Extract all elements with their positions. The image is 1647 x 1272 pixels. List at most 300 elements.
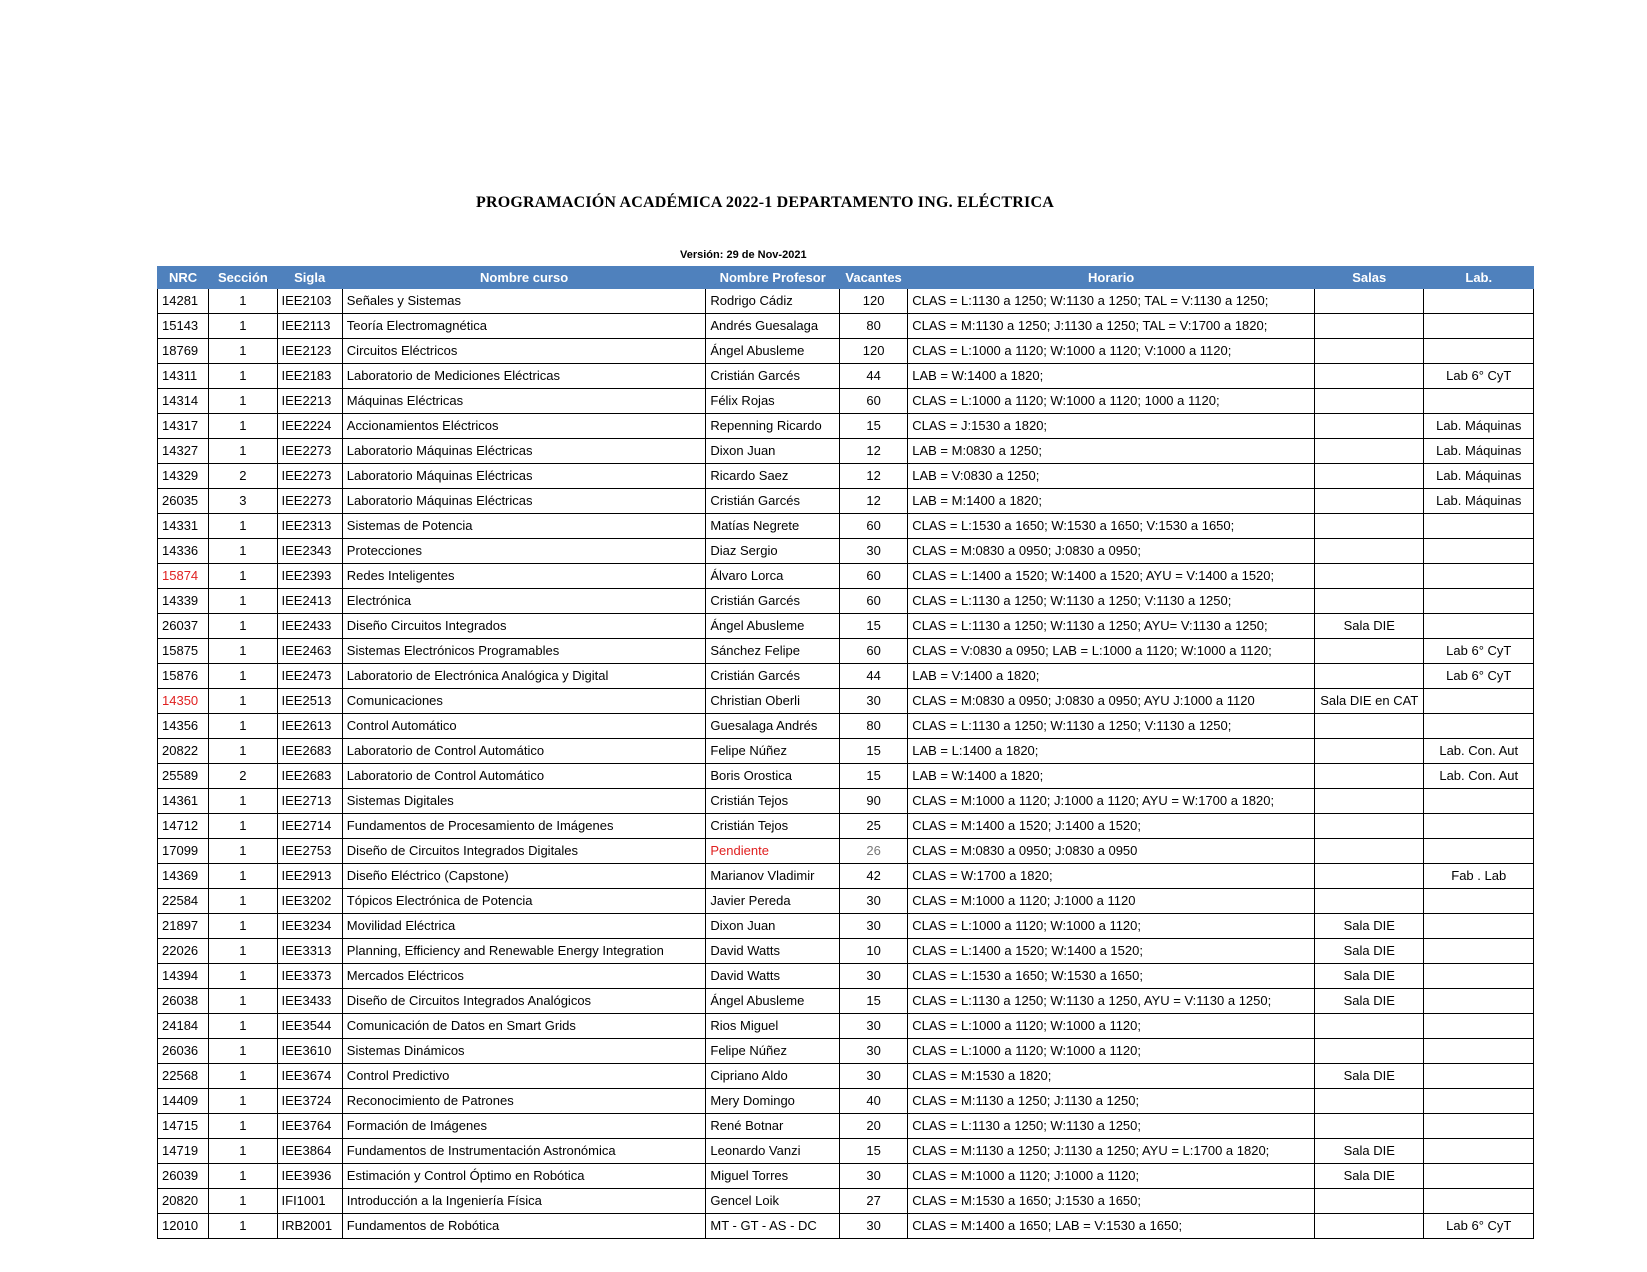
nrc-cell: 20820 <box>158 1189 209 1214</box>
sala-cell: Sala DIE <box>1315 914 1424 939</box>
profesor-cell: Matías Negrete <box>706 514 840 539</box>
vacantes-cell: 12 <box>839 464 907 489</box>
profesor-cell: Felipe Núñez <box>706 1039 840 1064</box>
vacantes-cell: 26 <box>839 839 907 864</box>
curso-cell: Control Predictivo <box>342 1064 706 1089</box>
curso-cell: Laboratorio de Control Automático <box>342 764 706 789</box>
profesor-cell: Ricardo Saez <box>706 464 840 489</box>
nrc-cell: 14719 <box>158 1139 209 1164</box>
table-row <box>158 964 1534 989</box>
sigla-cell: IEE3610 <box>277 1039 342 1064</box>
nrc-cell: 14314 <box>158 389 209 414</box>
lab-cell <box>1424 1014 1534 1039</box>
curso-cell: Mercados Eléctricos <box>342 964 706 989</box>
seccion-cell: 1 <box>209 664 277 689</box>
vacantes-cell: 60 <box>839 564 907 589</box>
table-row <box>158 639 1534 664</box>
horario-cell: LAB = M:0830 a 1250; <box>908 439 1315 464</box>
table-row <box>158 689 1534 714</box>
table-row <box>158 489 1534 514</box>
vacantes-cell: 30 <box>839 964 907 989</box>
nrc-cell: 15143 <box>158 314 209 339</box>
seccion-cell: 1 <box>209 889 277 914</box>
profesor-cell: Javier Pereda <box>706 889 840 914</box>
horario-cell: CLAS = L:1000 a 1120; W:1000 a 1120; <box>908 914 1315 939</box>
seccion-cell: 1 <box>209 1189 277 1214</box>
col-header-salas: Salas <box>1315 267 1424 289</box>
table-row <box>158 464 1534 489</box>
table-row <box>158 1164 1534 1189</box>
nrc-cell: 18769 <box>158 339 209 364</box>
vacantes-cell: 60 <box>839 514 907 539</box>
horario-cell: CLAS = L:1000 a 1120; W:1000 a 1120; V:1000 a 1120; <box>908 339 1315 364</box>
sigla-cell: IEE3234 <box>277 914 342 939</box>
curso-cell: Laboratorio de Mediciones Eléctricas <box>342 364 706 389</box>
seccion-cell: 1 <box>209 1089 277 1114</box>
profesor-cell: Cristián Tejos <box>706 814 840 839</box>
sala-cell <box>1315 639 1424 664</box>
lab-cell: Fab . Lab <box>1424 864 1534 889</box>
sala-cell <box>1315 839 1424 864</box>
lab-cell <box>1424 1114 1534 1139</box>
lab-cell: Lab. Con. Aut <box>1424 764 1534 789</box>
horario-cell: CLAS = M:1000 a 1120; J:1000 a 1120 <box>908 889 1315 914</box>
horario-cell: CLAS = M:1130 a 1250; J:1130 a 1250; TAL = V:1700 a 1820; <box>908 314 1315 339</box>
profesor-cell: David Watts <box>706 939 840 964</box>
profesor-cell: Christian Oberli <box>706 689 840 714</box>
sigla-cell: IEE3433 <box>277 989 342 1014</box>
lab-cell <box>1424 1089 1534 1114</box>
table-row <box>158 1064 1534 1089</box>
sigla-cell: IEE3936 <box>277 1164 342 1189</box>
vacantes-cell: 120 <box>839 289 907 314</box>
sala-cell <box>1315 1214 1424 1239</box>
sigla-cell: IEE2413 <box>277 589 342 614</box>
curso-cell: Estimación y Control Óptimo en Robótica <box>342 1164 706 1189</box>
profesor-cell: Guesalaga Andrés <box>706 714 840 739</box>
sala-cell <box>1315 314 1424 339</box>
table-row <box>158 289 1534 314</box>
lab-cell <box>1424 514 1534 539</box>
seccion-cell: 1 <box>209 514 277 539</box>
vacantes-cell: 25 <box>839 814 907 839</box>
vacantes-cell: 30 <box>839 539 907 564</box>
curso-cell: Electrónica <box>342 589 706 614</box>
table-row <box>158 839 1534 864</box>
sala-cell <box>1315 489 1424 514</box>
nrc-cell: 14327 <box>158 439 209 464</box>
lab-cell <box>1424 1164 1534 1189</box>
table-row <box>158 364 1534 389</box>
nrc-cell: 14712 <box>158 814 209 839</box>
lab-cell <box>1424 964 1534 989</box>
nrc-cell: 14361 <box>158 789 209 814</box>
seccion-cell: 1 <box>209 864 277 889</box>
seccion-cell: 1 <box>209 364 277 389</box>
profesor-cell: Dixon Juan <box>706 439 840 464</box>
sigla-cell: IEE2913 <box>277 864 342 889</box>
vacantes-cell: 20 <box>839 1114 907 1139</box>
curso-cell: Reconocimiento de Patrones <box>342 1089 706 1114</box>
page-title: PROGRAMACIÓN ACADÉMICA 2022-1 DEPARTAMENTO ING. ELÉCTRICA <box>476 194 1054 211</box>
horario-cell: CLAS = L:1000 a 1120; W:1000 a 1120; 1000 a 1120; <box>908 389 1315 414</box>
seccion-cell: 1 <box>209 539 277 564</box>
seccion-cell: 1 <box>209 439 277 464</box>
table-row <box>158 989 1534 1014</box>
nrc-cell: 15876 <box>158 664 209 689</box>
sigla-cell: IEE2113 <box>277 314 342 339</box>
sigla-cell: IEE2683 <box>277 764 342 789</box>
lab-cell <box>1424 914 1534 939</box>
seccion-cell: 1 <box>209 964 277 989</box>
table-row <box>158 1139 1534 1164</box>
vacantes-cell: 80 <box>839 714 907 739</box>
horario-cell: CLAS = L:1130 a 1250; W:1130 a 1250; TAL = V:1130 a 1250; <box>908 289 1315 314</box>
horario-cell: LAB = V:1400 a 1820; <box>908 664 1315 689</box>
curso-cell: Laboratorio Máquinas Eléctricas <box>342 489 706 514</box>
horario-cell: CLAS = L:1000 a 1120; W:1000 a 1120; <box>908 1039 1315 1064</box>
curso-cell: Movilidad Eléctrica <box>342 914 706 939</box>
curso-cell: Fundamentos de Instrumentación Astronómica <box>342 1139 706 1164</box>
sala-cell <box>1315 1114 1424 1139</box>
vacantes-cell: 90 <box>839 789 907 814</box>
table-row <box>158 914 1534 939</box>
lab-cell <box>1424 814 1534 839</box>
sala-cell <box>1315 589 1424 614</box>
col-header-nombre-profesor: Nombre Profesor <box>706 267 840 289</box>
seccion-cell: 1 <box>209 589 277 614</box>
nrc-cell: 14339 <box>158 589 209 614</box>
lab-cell <box>1424 314 1534 339</box>
lab-cell <box>1424 989 1534 1014</box>
lab-cell: Lab. Máquinas <box>1424 464 1534 489</box>
col-header-sigla: Sigla <box>277 267 342 289</box>
seccion-cell: 1 <box>209 614 277 639</box>
curso-cell: Diseño de Circuitos Integrados Digitales <box>342 839 706 864</box>
horario-cell: CLAS = V:0830 a 0950; LAB = L:1000 a 1120; W:1000 a 1120; <box>908 639 1315 664</box>
sala-cell <box>1315 739 1424 764</box>
profesor-cell: Diaz Sergio <box>706 539 840 564</box>
horario-cell: CLAS = M:1400 a 1650; LAB = V:1530 a 1650; <box>908 1214 1315 1239</box>
table-row <box>158 1089 1534 1114</box>
profesor-cell: Marianov Vladimir <box>706 864 840 889</box>
sigla-cell: IEE2683 <box>277 739 342 764</box>
sigla-cell: IEE3544 <box>277 1014 342 1039</box>
table-header-row <box>158 267 1534 289</box>
horario-cell: CLAS = M:1530 a 1820; <box>908 1064 1315 1089</box>
profesor-cell: Ángel Abusleme <box>706 339 840 364</box>
profesor-cell: Cristián Garcés <box>706 364 840 389</box>
lab-cell: Lab. Con. Aut <box>1424 739 1534 764</box>
lab-cell <box>1424 389 1534 414</box>
seccion-cell: 1 <box>209 939 277 964</box>
seccion-cell: 1 <box>209 914 277 939</box>
seccion-cell: 3 <box>209 489 277 514</box>
vacantes-cell: 30 <box>839 1214 907 1239</box>
table-row <box>158 514 1534 539</box>
seccion-cell: 1 <box>209 389 277 414</box>
col-header-vacantes: Vacantes <box>839 267 907 289</box>
sala-cell <box>1315 889 1424 914</box>
curso-cell: Sistemas de Potencia <box>342 514 706 539</box>
courses-table <box>157 266 1534 1239</box>
sala-cell <box>1315 1039 1424 1064</box>
nrc-cell: 14715 <box>158 1114 209 1139</box>
vacantes-cell: 30 <box>839 689 907 714</box>
seccion-cell: 1 <box>209 339 277 364</box>
version-label: Versión: 29 de Nov-2021 <box>680 249 807 261</box>
vacantes-cell: 10 <box>839 939 907 964</box>
lab-cell: Lab. Máquinas <box>1424 414 1534 439</box>
sigla-cell: IEE2463 <box>277 639 342 664</box>
lab-cell: Lab 6° CyT <box>1424 664 1534 689</box>
profesor-cell: Dixon Juan <box>706 914 840 939</box>
sala-cell <box>1315 439 1424 464</box>
sala-cell <box>1315 389 1424 414</box>
lab-cell <box>1424 589 1534 614</box>
sigla-cell: IEE2393 <box>277 564 342 589</box>
vacantes-cell: 30 <box>839 1164 907 1189</box>
table-row <box>158 1214 1534 1239</box>
nrc-cell: 22568 <box>158 1064 209 1089</box>
curso-cell: Teoría Electromagnética <box>342 314 706 339</box>
profesor-cell: Álvaro Lorca <box>706 564 840 589</box>
curso-cell: Sistemas Electrónicos Programables <box>342 639 706 664</box>
horario-cell: CLAS = L:1400 a 1520; W:1400 a 1520; <box>908 939 1315 964</box>
nrc-cell: 22026 <box>158 939 209 964</box>
curso-cell: Diseño Eléctrico (Capstone) <box>342 864 706 889</box>
nrc-cell: 14331 <box>158 514 209 539</box>
vacantes-cell: 15 <box>839 989 907 1014</box>
nrc-cell: 15875 <box>158 639 209 664</box>
table-row <box>158 939 1534 964</box>
sala-cell <box>1315 1189 1424 1214</box>
profesor-cell: Ángel Abusleme <box>706 989 840 1014</box>
nrc-cell: 17099 <box>158 839 209 864</box>
seccion-cell: 1 <box>209 1214 277 1239</box>
sigla-cell: IEE2183 <box>277 364 342 389</box>
nrc-cell: 20822 <box>158 739 209 764</box>
sigla-cell: IRB2001 <box>277 1214 342 1239</box>
table-row <box>158 414 1534 439</box>
horario-cell: CLAS = M:1530 a 1650; J:1530 a 1650; <box>908 1189 1315 1214</box>
vacantes-cell: 30 <box>839 1039 907 1064</box>
seccion-cell: 1 <box>209 789 277 814</box>
lab-cell <box>1424 1064 1534 1089</box>
seccion-cell: 1 <box>209 639 277 664</box>
nrc-cell: 14394 <box>158 964 209 989</box>
nrc-cell: 26036 <box>158 1039 209 1064</box>
sala-cell <box>1315 414 1424 439</box>
table-row <box>158 739 1534 764</box>
profesor-cell: Mery Domingo <box>706 1089 840 1114</box>
curso-cell: Introducción a la Ingeniería Física <box>342 1189 706 1214</box>
vacantes-cell: 30 <box>839 1014 907 1039</box>
curso-cell: Diseño de Circuitos Integrados Analógicos <box>342 989 706 1014</box>
seccion-cell: 1 <box>209 814 277 839</box>
lab-cell: Lab 6° CyT <box>1424 639 1534 664</box>
sala-cell <box>1315 664 1424 689</box>
profesor-cell: Pendiente <box>706 839 840 864</box>
vacantes-cell: 44 <box>839 664 907 689</box>
nrc-cell: 14311 <box>158 364 209 389</box>
lab-cell <box>1424 839 1534 864</box>
vacantes-cell: 44 <box>839 364 907 389</box>
table-row <box>158 814 1534 839</box>
profesor-cell: Felipe Núñez <box>706 739 840 764</box>
lab-cell: Lab 6° CyT <box>1424 1214 1534 1239</box>
horario-cell: CLAS = M:1130 a 1250; J:1130 a 1250; AYU = L:1700 a 1820; <box>908 1139 1315 1164</box>
vacantes-cell: 15 <box>839 739 907 764</box>
curso-cell: Laboratorio Máquinas Eléctricas <box>342 464 706 489</box>
seccion-cell: 1 <box>209 689 277 714</box>
sala-cell <box>1315 339 1424 364</box>
sigla-cell: IEE3864 <box>277 1139 342 1164</box>
lab-cell <box>1424 689 1534 714</box>
seccion-cell: 1 <box>209 314 277 339</box>
vacantes-cell: 27 <box>839 1189 907 1214</box>
table-row <box>158 539 1534 564</box>
seccion-cell: 1 <box>209 739 277 764</box>
nrc-cell: 14409 <box>158 1089 209 1114</box>
horario-cell: CLAS = M:0830 a 0950; J:0830 a 0950; AYU J:1000 a 1120 <box>908 689 1315 714</box>
sigla-cell: IEE2313 <box>277 514 342 539</box>
lab-cell <box>1424 1189 1534 1214</box>
table-row <box>158 314 1534 339</box>
curso-cell: Redes Inteligentes <box>342 564 706 589</box>
seccion-cell: 1 <box>209 1064 277 1089</box>
col-header-lab: Lab. <box>1424 267 1534 289</box>
horario-cell: CLAS = L:1400 a 1520; W:1400 a 1520; AYU = V:1400 a 1520; <box>908 564 1315 589</box>
horario-cell: CLAS = L:1130 a 1250; W:1130 a 1250; <box>908 1114 1315 1139</box>
vacantes-cell: 60 <box>839 589 907 614</box>
lab-cell: Lab. Máquinas <box>1424 439 1534 464</box>
lab-cell <box>1424 939 1534 964</box>
nrc-cell: 24184 <box>158 1014 209 1039</box>
nrc-cell: 21897 <box>158 914 209 939</box>
sala-cell: Sala DIE <box>1315 989 1424 1014</box>
vacantes-cell: 15 <box>839 614 907 639</box>
sala-cell <box>1315 464 1424 489</box>
lab-cell <box>1424 539 1534 564</box>
vacantes-cell: 120 <box>839 339 907 364</box>
curso-cell: Comunicaciones <box>342 689 706 714</box>
lab-cell <box>1424 1039 1534 1064</box>
sigla-cell: IEE2123 <box>277 339 342 364</box>
curso-cell: Comunicación de Datos en Smart Grids <box>342 1014 706 1039</box>
nrc-cell: 25589 <box>158 764 209 789</box>
seccion-cell: 1 <box>209 989 277 1014</box>
seccion-cell: 1 <box>209 414 277 439</box>
curso-cell: Planning, Efficiency and Renewable Energy Integration <box>342 939 706 964</box>
profesor-cell: Cristián Garcés <box>706 589 840 614</box>
horario-cell: CLAS = L:1530 a 1650; W:1530 a 1650; <box>908 964 1315 989</box>
col-header-nombre-curso: Nombre curso <box>342 267 706 289</box>
profesor-cell: Boris Orostica <box>706 764 840 789</box>
sala-cell: Sala DIE <box>1315 939 1424 964</box>
sigla-cell: IEE2103 <box>277 289 342 314</box>
sala-cell: Sala DIE <box>1315 614 1424 639</box>
sigla-cell: IEE2273 <box>277 439 342 464</box>
vacantes-cell: 15 <box>839 764 907 789</box>
table-row <box>158 439 1534 464</box>
sigla-cell: IEE3373 <box>277 964 342 989</box>
seccion-cell: 1 <box>209 289 277 314</box>
curso-cell: Diseño Circuitos Integrados <box>342 614 706 639</box>
profesor-cell: Miguel Torres <box>706 1164 840 1189</box>
lab-cell: Lab 6° CyT <box>1424 364 1534 389</box>
sigla-cell: IEE2224 <box>277 414 342 439</box>
seccion-cell: 2 <box>209 464 277 489</box>
sala-cell: Sala DIE <box>1315 1164 1424 1189</box>
lab-cell: Lab. Máquinas <box>1424 489 1534 514</box>
table-row <box>158 789 1534 814</box>
profesor-cell: MT - GT - AS - DC <box>706 1214 840 1239</box>
sigla-cell: IEE3313 <box>277 939 342 964</box>
profesor-cell: Rodrigo Cádiz <box>706 289 840 314</box>
lab-cell <box>1424 789 1534 814</box>
sigla-cell: IEE3674 <box>277 1064 342 1089</box>
sala-cell <box>1315 1089 1424 1114</box>
profesor-cell: Félix Rojas <box>706 389 840 414</box>
lab-cell <box>1424 889 1534 914</box>
curso-cell: Sistemas Digitales <box>342 789 706 814</box>
profesor-cell: Sánchez Felipe <box>706 639 840 664</box>
curso-cell: Tópicos Electrónica de Potencia <box>342 889 706 914</box>
sigla-cell: IEE2473 <box>277 664 342 689</box>
curso-cell: Control Automático <box>342 714 706 739</box>
profesor-cell: Andrés Guesalaga <box>706 314 840 339</box>
horario-cell: LAB = W:1400 a 1820; <box>908 364 1315 389</box>
sigla-cell: IEE2273 <box>277 489 342 514</box>
curso-cell: Fundamentos de Procesamiento de Imágenes <box>342 814 706 839</box>
table-row <box>158 389 1534 414</box>
nrc-cell: 26037 <box>158 614 209 639</box>
sigla-cell: IEE2613 <box>277 714 342 739</box>
sigla-cell: IFI1001 <box>277 1189 342 1214</box>
vacantes-cell: 30 <box>839 914 907 939</box>
sigla-cell: IEE3764 <box>277 1114 342 1139</box>
horario-cell: CLAS = M:0830 a 0950; J:0830 a 0950; <box>908 539 1315 564</box>
sigla-cell: IEE2714 <box>277 814 342 839</box>
sigla-cell: IEE2753 <box>277 839 342 864</box>
nrc-cell: 14350 <box>158 689 209 714</box>
nrc-cell: 22584 <box>158 889 209 914</box>
sigla-cell: IEE2213 <box>277 389 342 414</box>
col-header-horario: Horario <box>908 267 1315 289</box>
sala-cell <box>1315 564 1424 589</box>
profesor-cell: Cristián Garcés <box>706 489 840 514</box>
curso-cell: Laboratorio de Electrónica Analógica y Digital <box>342 664 706 689</box>
vacantes-cell: 80 <box>839 314 907 339</box>
table-row <box>158 889 1534 914</box>
profesor-cell: Cristián Garcés <box>706 664 840 689</box>
sigla-cell: IEE3724 <box>277 1089 342 1114</box>
horario-cell: CLAS = W:1700 a 1820; <box>908 864 1315 889</box>
lab-cell <box>1424 1139 1534 1164</box>
vacantes-cell: 42 <box>839 864 907 889</box>
sigla-cell: IEE2433 <box>277 614 342 639</box>
horario-cell: CLAS = M:1000 a 1120; J:1000 a 1120; AYU = W:1700 a 1820; <box>908 789 1315 814</box>
curso-cell: Accionamientos Eléctricos <box>342 414 706 439</box>
vacantes-cell: 15 <box>839 1139 907 1164</box>
seccion-cell: 2 <box>209 764 277 789</box>
vacantes-cell: 15 <box>839 414 907 439</box>
sigla-cell: IEE2513 <box>277 689 342 714</box>
table-row <box>158 664 1534 689</box>
horario-cell: CLAS = L:1130 a 1250; W:1130 a 1250, AYU = V:1130 a 1250; <box>908 989 1315 1014</box>
table-row <box>158 339 1534 364</box>
